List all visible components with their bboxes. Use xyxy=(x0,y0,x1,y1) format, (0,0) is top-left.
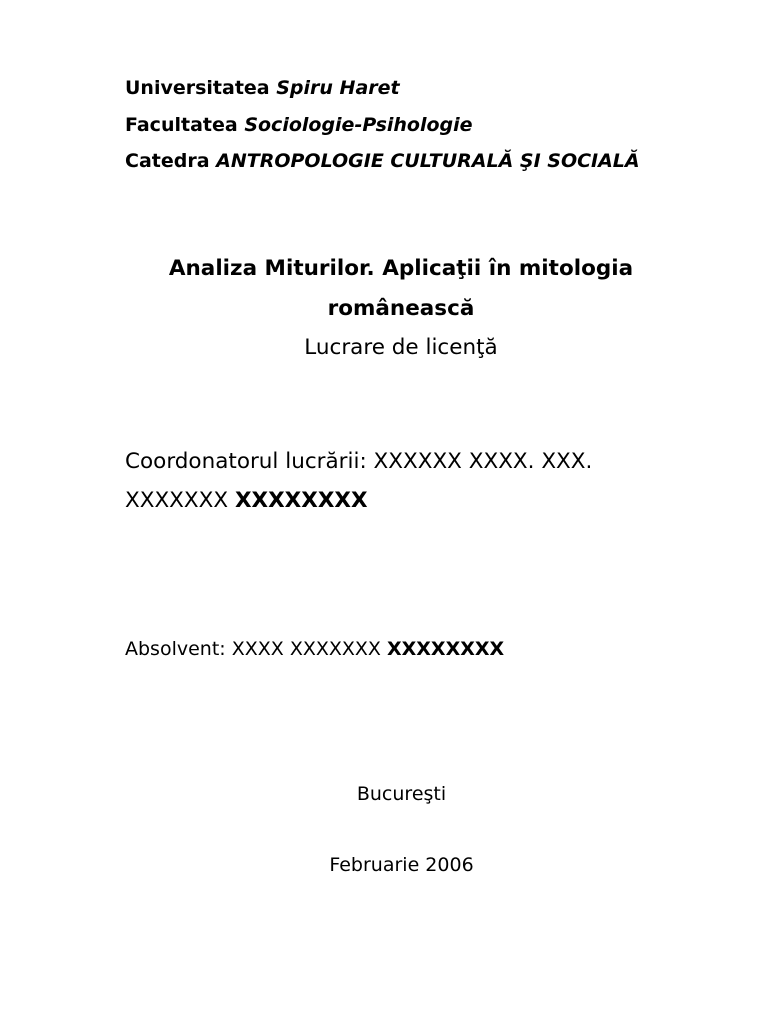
graduate-line xyxy=(125,634,504,664)
graduate-name-bold: XXXXXXXX xyxy=(386,638,505,660)
department-line xyxy=(125,143,640,180)
coordinator-block xyxy=(125,442,592,520)
faculty-line xyxy=(125,107,640,144)
thesis-title xyxy=(0,249,768,329)
title-line-1: Analiza Miturilor. Aplicaţii în mitologia xyxy=(168,256,634,281)
department-name: ANTROPOLOGIE CULTURALĂ ŞI SOCIALĂ xyxy=(216,150,640,172)
coordinator-name-bold: XXXXXXXX xyxy=(234,488,368,513)
faculty-name: Sociologie-Psihologie xyxy=(244,113,473,136)
university-name: Spiru Haret xyxy=(276,77,400,99)
city: Bucureşti xyxy=(356,783,447,805)
date: Februarie 2006 xyxy=(329,854,474,876)
graduate-label: Absolvent: XXXX XXXXXXX xyxy=(125,638,387,660)
title-line-2: românească xyxy=(327,296,475,321)
thesis-subtitle: Lucrare de licenţă xyxy=(304,335,498,360)
faculty-prefix: Facultatea xyxy=(125,113,245,136)
department-prefix: Catedra xyxy=(125,150,217,172)
university-line xyxy=(125,70,640,107)
university-prefix: Universitatea xyxy=(125,77,277,99)
coordinator-name-line xyxy=(125,481,592,520)
coordinator-label: Coordonatorul lucrării: XXXXXX XXXX. XXX. xyxy=(125,449,593,474)
institution-header xyxy=(125,70,640,180)
coordinator-name-plain: XXXXXXX xyxy=(125,488,235,513)
